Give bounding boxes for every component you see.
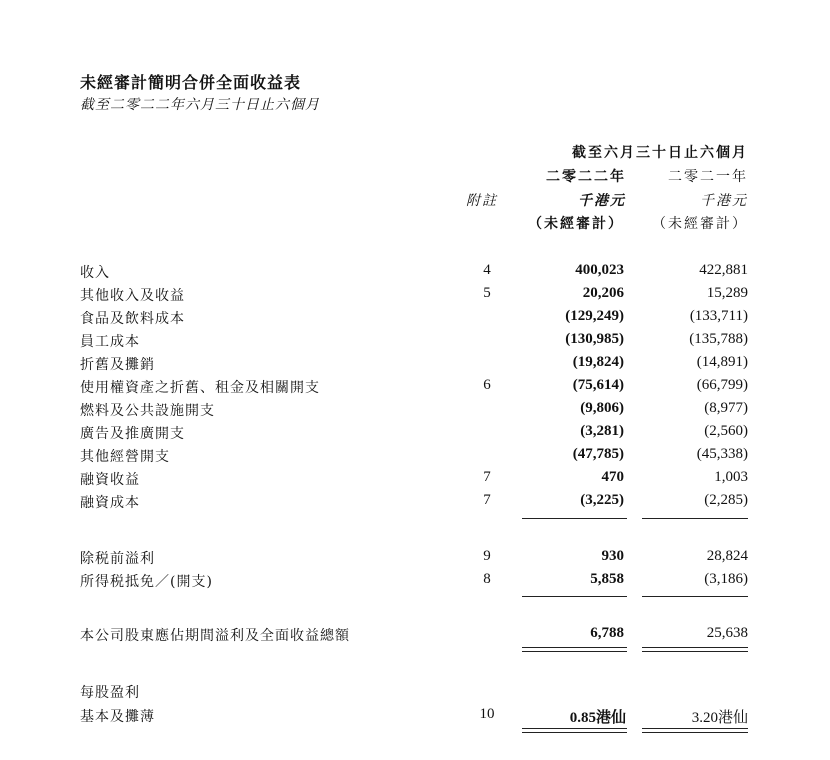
table-row	[0, 625, 830, 648]
value-2021: (133,711)	[689, 308, 748, 324]
table-row	[0, 423, 830, 446]
year-2021-header: 二零二一年	[668, 169, 748, 185]
row-label: 收入	[80, 265, 110, 281]
row-note: 7	[483, 469, 491, 485]
eps-rule-2022	[522, 732, 627, 733]
row-label: 其他收入及收益	[80, 288, 185, 304]
eps-rule-2021	[642, 728, 748, 729]
total-rule-2022	[522, 651, 627, 652]
period-header: 截至六月三十日止六個月	[572, 145, 748, 161]
value-2021: (14,891)	[696, 354, 748, 370]
row-label: 所得税抵免／(開支)	[80, 574, 213, 590]
row-label: 員工成本	[80, 334, 140, 350]
total-rule-2022	[522, 647, 627, 648]
row-note: 9	[483, 548, 491, 564]
value-2021: 15,289	[706, 285, 748, 301]
subtotal-rule-2021	[642, 518, 748, 519]
value-2022: (9,806)	[580, 400, 624, 416]
value-2022: 6,788	[590, 625, 624, 641]
value-2022: 930	[601, 548, 624, 564]
table-row	[0, 377, 830, 400]
value-2022: (47,785)	[572, 446, 624, 462]
value-2022: (75,614)	[572, 377, 624, 393]
value-2021: (2,285)	[704, 492, 748, 508]
value-2022: 0.85港仙	[569, 710, 626, 726]
row-label: 融資成本	[80, 495, 140, 511]
value-2021: (2,560)	[704, 423, 748, 439]
row-label: 燃料及公共設施開支	[80, 403, 215, 419]
row-label: 每股盈利	[80, 685, 140, 701]
row-label: 除税前溢利	[80, 551, 155, 567]
value-2022: 400,023	[575, 262, 624, 278]
note-header: 附註	[466, 193, 498, 209]
subtotal-rule-2021	[642, 596, 748, 597]
table-row	[0, 492, 830, 515]
value-2022: 20,206	[582, 285, 624, 301]
audit-2021-header: （未經審計）	[652, 216, 748, 232]
value-2021: 422,881	[699, 262, 748, 278]
table-row	[0, 354, 830, 377]
table-row	[0, 400, 830, 423]
value-2021: (135,788)	[689, 331, 748, 347]
value-2022: (130,985)	[565, 331, 624, 347]
value-2022: 5,858	[590, 571, 624, 587]
row-note: 5	[483, 285, 491, 301]
row-label: 折舊及攤銷	[80, 357, 155, 373]
row-label: 融資收益	[80, 472, 140, 488]
value-2022: (129,249)	[565, 308, 624, 324]
row-note: 6	[483, 377, 491, 393]
table-row	[0, 469, 830, 492]
unit-2022-header: 千港元	[578, 193, 626, 209]
subtotal-rule-2022	[522, 518, 627, 519]
statement-title: 未經審計簡明合併全面收益表	[80, 73, 302, 92]
value-2022: 470	[601, 469, 624, 485]
value-2021: 1,003	[714, 469, 748, 485]
row-note: 7	[483, 492, 491, 508]
value-2021: (66,799)	[696, 377, 748, 393]
row-label: 使用權資產之折舊、租金及相關開支	[80, 380, 320, 396]
year-2022-header: 二零二二年	[546, 169, 626, 185]
row-label: 廣告及推廣開支	[80, 426, 185, 442]
unit-2021-header: 千港元	[700, 193, 748, 209]
audit-2022-header: （未經審計）	[528, 216, 624, 232]
value-2021: (8,977)	[704, 400, 748, 416]
value-2022: (3,225)	[580, 492, 624, 508]
table-row	[0, 262, 830, 285]
total-rule-2021	[642, 651, 748, 652]
eps-rule-2022	[522, 728, 627, 729]
table-row	[0, 571, 830, 594]
table-row	[0, 285, 830, 308]
row-note: 10	[479, 706, 495, 722]
value-2021: 3.20港仙	[691, 710, 748, 726]
row-label: 基本及攤薄	[80, 709, 155, 725]
eps-rule-2021	[642, 732, 748, 733]
table-row	[0, 446, 830, 469]
subtotal-rule-2022	[522, 596, 627, 597]
value-2022: (19,824)	[572, 354, 624, 370]
value-2022: (3,281)	[580, 423, 624, 439]
table-row	[0, 682, 830, 705]
row-note: 4	[483, 262, 491, 278]
row-label: 其他經營開支	[80, 449, 170, 465]
total-rule-2021	[642, 647, 748, 648]
table-row	[0, 331, 830, 354]
table-row	[0, 308, 830, 331]
table-row	[0, 548, 830, 571]
row-label: 食品及飲料成本	[80, 311, 185, 327]
value-2021: (3,186)	[704, 571, 748, 587]
statement-subtitle: 截至二零二二年六月三十日止六個月	[80, 97, 320, 113]
value-2021: 25,638	[706, 625, 748, 641]
value-2021: (45,338)	[696, 446, 748, 462]
value-2021: 28,824	[706, 548, 748, 564]
row-note: 8	[483, 571, 491, 587]
table-row	[0, 706, 830, 729]
row-label: 本公司股東應佔期間溢利及全面收益總額	[80, 628, 350, 644]
